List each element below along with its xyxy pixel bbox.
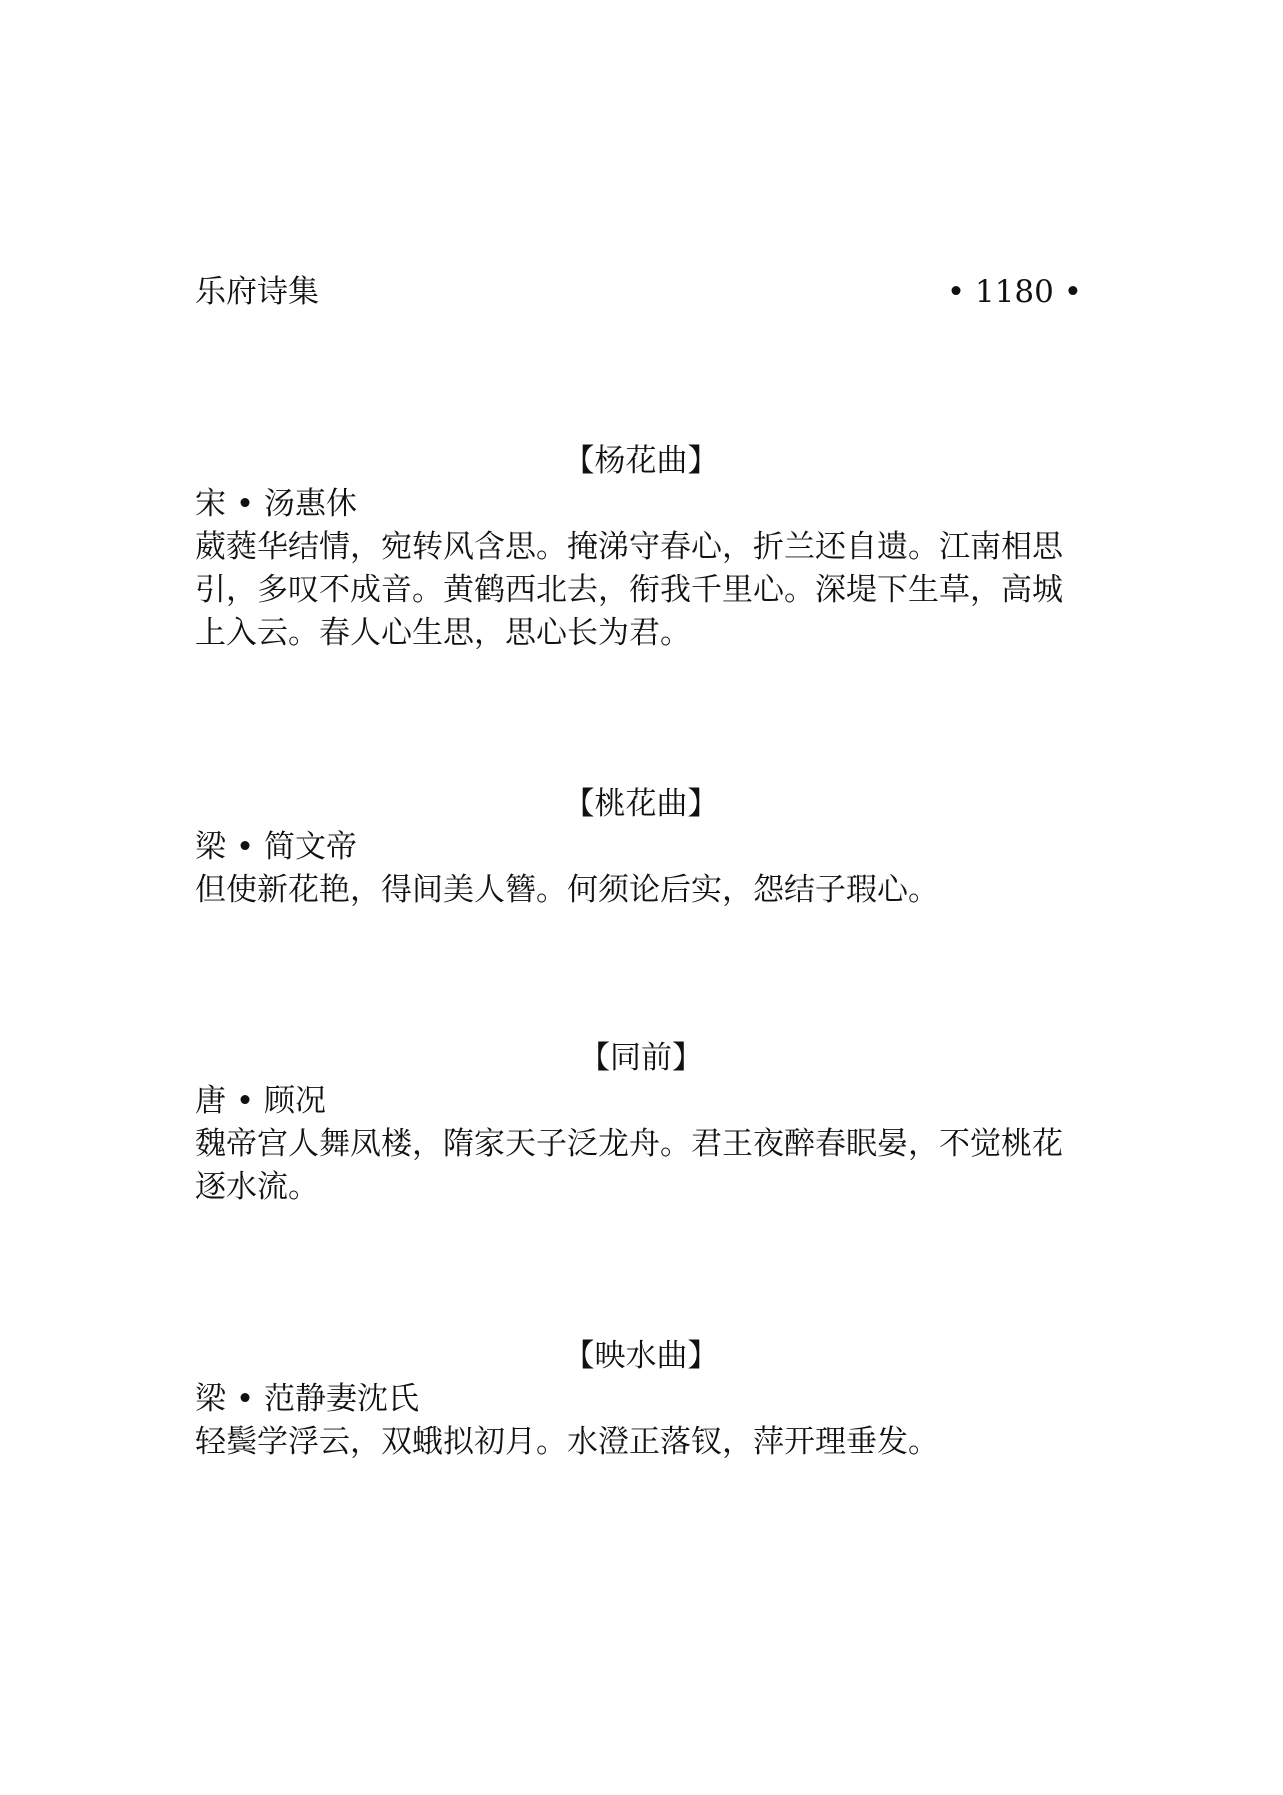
poem-taohua (195, 783, 1087, 912)
poem-author: 唐 • 顾况 (195, 1083, 326, 1119)
poem-title: 【映水曲】 (563, 1338, 719, 1374)
poem-title: 【桃花曲】 (563, 786, 719, 822)
page-number: • 1180 • (946, 274, 1082, 310)
poem-title: 【同前】 (579, 1040, 703, 1076)
poem-author: 梁 • 范静妻沈氏 (195, 1381, 419, 1417)
poem-author: 宋 • 汤惠休 (195, 486, 357, 522)
poem-text: 轻鬓学浮云，双蛾拟初月。水澄正落钗，萍开理垂发。 (195, 1424, 939, 1460)
poem-text: 魏帝宫人舞凤楼，隋家天子泛龙舟。君王夜醉春眠晏，不觉桃花逐水流。 (195, 1126, 1063, 1205)
poem-text: 但使新花艳，得间美人簪。何须论后实，怨结子瑕心。 (195, 872, 939, 908)
poem-yanghua (195, 440, 1087, 655)
page-header (195, 270, 1082, 314)
poem-yingshui (195, 1335, 1087, 1464)
poem-tongqian (195, 1037, 1087, 1209)
poem-author: 梁 • 简文帝 (195, 829, 357, 865)
poem-title: 【杨花曲】 (563, 443, 719, 479)
book-title: 乐府诗集 (195, 274, 319, 310)
poem-text: 葳蕤华结情，宛转风含思。掩涕守春心，折兰还自遗。江南相思引，多叹不成音。黄鹤西北去，衔我千里心。深堤下生草，高城上入云。春人心生思，思心长为君。 (195, 529, 1063, 651)
